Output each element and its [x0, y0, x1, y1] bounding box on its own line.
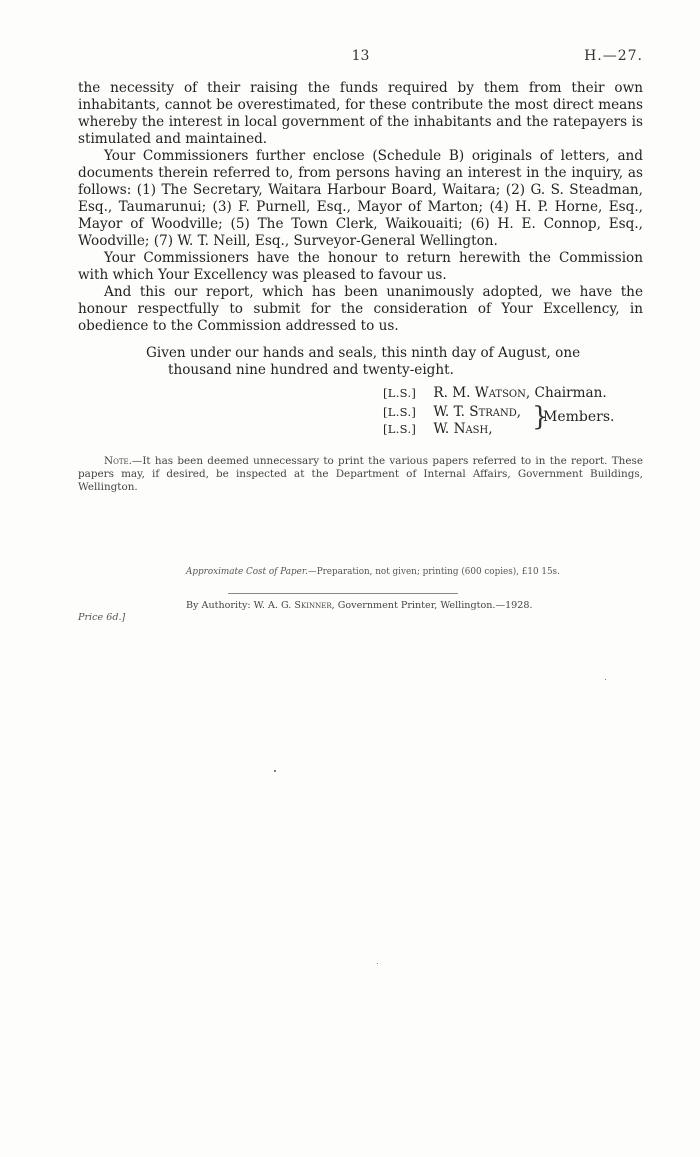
scan-speck — [377, 963, 378, 964]
signatory-name: W. T. Strand, — [433, 404, 522, 420]
paragraph-schedule-b: Your Commissioners further enclose (Schedule B) originals of letters, and documents therein referred to, from persons having an interest in the inquiry, as follows: (1) The Secretary, Waitara Harbour Board, Waitara; (2) G. S. Steadman, Esq., Taumarunui; (3) F. Purnell, Esq., Mayor of Marton; (4) H. P. Horne, Esq., Mayor of Woodville; (5) The Town Clerk, Waikouaiti; (6) H. E. Connop, Esq., Woodville; (7) W. T. Neill, Esq., Surveyor-General Wellington. — [78, 148, 643, 249]
cost-text: —Preparation, not given; printing (600 copies), £10 15s. — [307, 567, 560, 577]
paragraph-report-adopted: And this our report, which has been unanimously adopted, we have the honour respectfully to submit for the consideration of Your Excellency, in obedience to the Commission addressed to us. — [78, 284, 643, 334]
page-number: 13 — [351, 48, 370, 64]
given-under-seal: Given under our hands and seals, this ninth day of August, one thousand nine hundred and twenty-eight. — [146, 345, 581, 378]
authority-prefix: By Authority: — [186, 600, 251, 611]
document-reference: H.—27. — [584, 48, 643, 64]
scan-speck — [605, 679, 606, 680]
divider — [228, 593, 458, 594]
signatory-name: R. M. Watson, — [433, 385, 531, 401]
members-brace-icon: } — [532, 402, 549, 432]
document-page — [78, 0, 643, 1157]
signatory-role: Chairman. — [534, 385, 607, 401]
note-label: Note. — [104, 455, 132, 467]
signatory-name: W. Nash, — [433, 421, 493, 437]
paragraph-return-commission: Your Commissioners have the honour to return herewith the Commission with which Your Excellency was pleased to favour us. — [78, 250, 643, 283]
signature-member — [383, 404, 521, 421]
cost-of-paper — [186, 567, 560, 577]
note-text: —It has been deemed unnecessary to print the various papers referred to in the report. These papers may, if desired, be inspected at the Department of Internal Affairs, Government Buildings, Wellington. — [78, 455, 643, 493]
signature-chairman — [383, 385, 607, 402]
report-body — [78, 80, 643, 494]
signature-block — [78, 385, 643, 441]
printer-name: W. A. G. Skinner, — [253, 600, 335, 611]
seal-mark: [L.S.] — [383, 386, 417, 400]
seal-mark: [L.S.] — [383, 422, 417, 436]
signature-member — [383, 421, 493, 438]
cost-label: Approximate Cost of Paper. — [186, 567, 308, 577]
paragraph-continuation: the necessity of their raising the funds required by them from their own inhabitants, cannot be overestimated, for these contribute the most direct means whereby the interest in local government of the inhabitants and the ratepayers is stimulated and maintained. — [78, 80, 643, 147]
note-paragraph — [78, 455, 643, 494]
authority-suffix: Government Printer, Wellington.—1928. — [337, 600, 533, 611]
members-label: Members. — [543, 409, 615, 425]
page-header — [78, 48, 643, 68]
price: Price 6d.] — [78, 612, 126, 623]
printer-authority — [186, 600, 533, 611]
scan-speck — [274, 770, 276, 772]
seal-mark: [L.S.] — [383, 405, 417, 419]
